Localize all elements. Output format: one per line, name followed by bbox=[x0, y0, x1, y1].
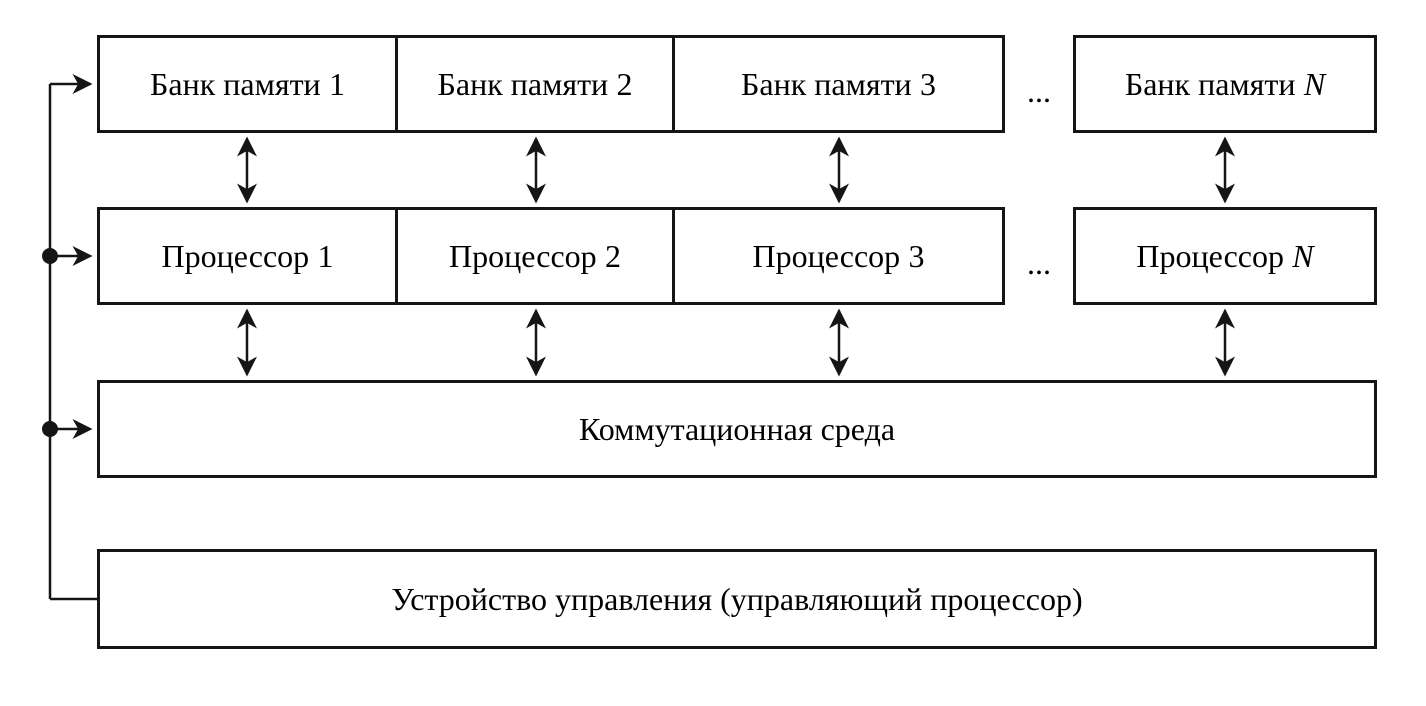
memory-row-ellipsis: ... bbox=[1027, 72, 1051, 109]
memory-bank-n-label: Банк памяти bbox=[1124, 65, 1296, 102]
switching-environment-label: Коммутационная среда bbox=[578, 410, 896, 447]
memory-bank-n-index: N bbox=[1303, 65, 1326, 102]
processor-1-box bbox=[97, 207, 398, 305]
processor-n-box bbox=[1073, 207, 1377, 305]
processor-1-index: 1 bbox=[317, 237, 334, 274]
processor-row-ellipsis: ... bbox=[1027, 244, 1051, 281]
memory-bank-2-label: Банк памяти bbox=[437, 65, 609, 102]
memory-bank-3-label: Банк памяти bbox=[741, 65, 912, 102]
processor-n-index: N bbox=[1292, 237, 1314, 274]
memory-bank-3-index: 3 bbox=[919, 65, 936, 102]
processor-3-label: Процессор bbox=[752, 237, 901, 274]
memory-bank-3-box bbox=[672, 35, 1005, 133]
memory-bank-1-box bbox=[97, 35, 398, 133]
processor-2-box bbox=[395, 207, 675, 305]
memory-bank-n-box bbox=[1073, 35, 1377, 133]
processor-3-box bbox=[672, 207, 1005, 305]
bus-junction-dot-processor-icon bbox=[42, 248, 58, 264]
memory-bank-2-index: 2 bbox=[616, 65, 633, 102]
memory-bank-2-box bbox=[395, 35, 675, 133]
processor-3-index: 3 bbox=[908, 237, 925, 274]
control-unit-box bbox=[97, 549, 1377, 649]
processor-2-label: Процессор bbox=[449, 237, 597, 274]
control-unit-label: Устройство управления (управляющий процессор) bbox=[391, 580, 1083, 617]
bus-junction-dot-switch-icon bbox=[42, 421, 58, 437]
processor-1-label: Процессор bbox=[161, 237, 310, 274]
processor-n-label: Процессор bbox=[1136, 237, 1284, 274]
memory-bank-1-label: Банк памяти bbox=[150, 65, 321, 102]
processor-2-index: 2 bbox=[604, 237, 621, 274]
switching-environment-box bbox=[97, 380, 1377, 478]
memory-bank-1-index: 1 bbox=[328, 65, 345, 102]
